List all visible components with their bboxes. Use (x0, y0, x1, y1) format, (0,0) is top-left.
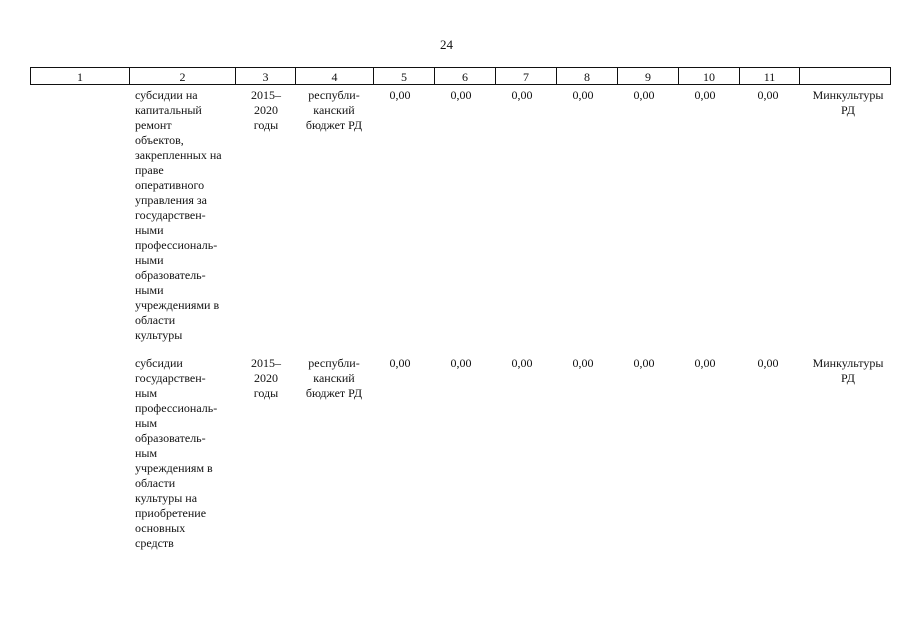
row-1-value-col-5: 0,00 (389, 88, 411, 102)
row-2-value-col-9: 0,00 (633, 356, 655, 370)
row-2-period: 2015– 2020 годы (251, 356, 281, 400)
header-col-4: 4 (295, 67, 373, 85)
row-1-period: 2015– 2020 годы (251, 88, 281, 132)
row-2-value-col-8: 0,00 (572, 356, 594, 370)
row-2-value-col-5: 0,00 (389, 356, 411, 370)
row-1-value-col-11: 0,00 (757, 88, 779, 102)
row-1-value-col-6: 0,00 (450, 88, 472, 102)
header-col-9: 9 (617, 67, 678, 85)
row-1-funding-source: республи- канский бюджет РД (305, 88, 363, 132)
row-1-value-col-8: 0,00 (572, 88, 594, 102)
header-col-12 (799, 67, 891, 85)
header-col-10: 10 (678, 67, 739, 85)
header-col-5: 5 (373, 67, 434, 85)
row-2-funding-source: республи- канский бюджет РД (305, 356, 363, 400)
header-col-3: 3 (235, 67, 295, 85)
row-2-value-col-7: 0,00 (511, 356, 533, 370)
row-2-value-col-10: 0,00 (694, 356, 716, 370)
row-1-value-col-9: 0,00 (633, 88, 655, 102)
row-1-value-col-7: 0,00 (511, 88, 533, 102)
page-number: 24 (440, 37, 453, 52)
row-1-value-col-10: 0,00 (694, 88, 716, 102)
header-col-6: 6 (434, 67, 495, 85)
header-col-8: 8 (556, 67, 617, 85)
header-col-7: 7 (495, 67, 556, 85)
header-col-11: 11 (739, 67, 799, 85)
row-2-value-col-11: 0,00 (757, 356, 779, 370)
row-2-description: субсидии государствен- ным профессиональ- ным образователь- ным учреждениям в области культуры на приобретение основных средств (135, 356, 218, 550)
row-1-executor: Минкультуры РД (812, 88, 884, 117)
row-2-value-col-6: 0,00 (450, 356, 472, 370)
row-1-description: субсидии на капитальный ремонт объектов, закрепленных на праве оперативного управления за государствен- ными профессиональ- ными образователь- ными учреждениями в области культуры (135, 88, 222, 342)
header-col-1: 1 (30, 67, 129, 85)
row-2-executor: Минкультуры РД (812, 356, 884, 385)
header-col-2: 2 (129, 67, 235, 85)
